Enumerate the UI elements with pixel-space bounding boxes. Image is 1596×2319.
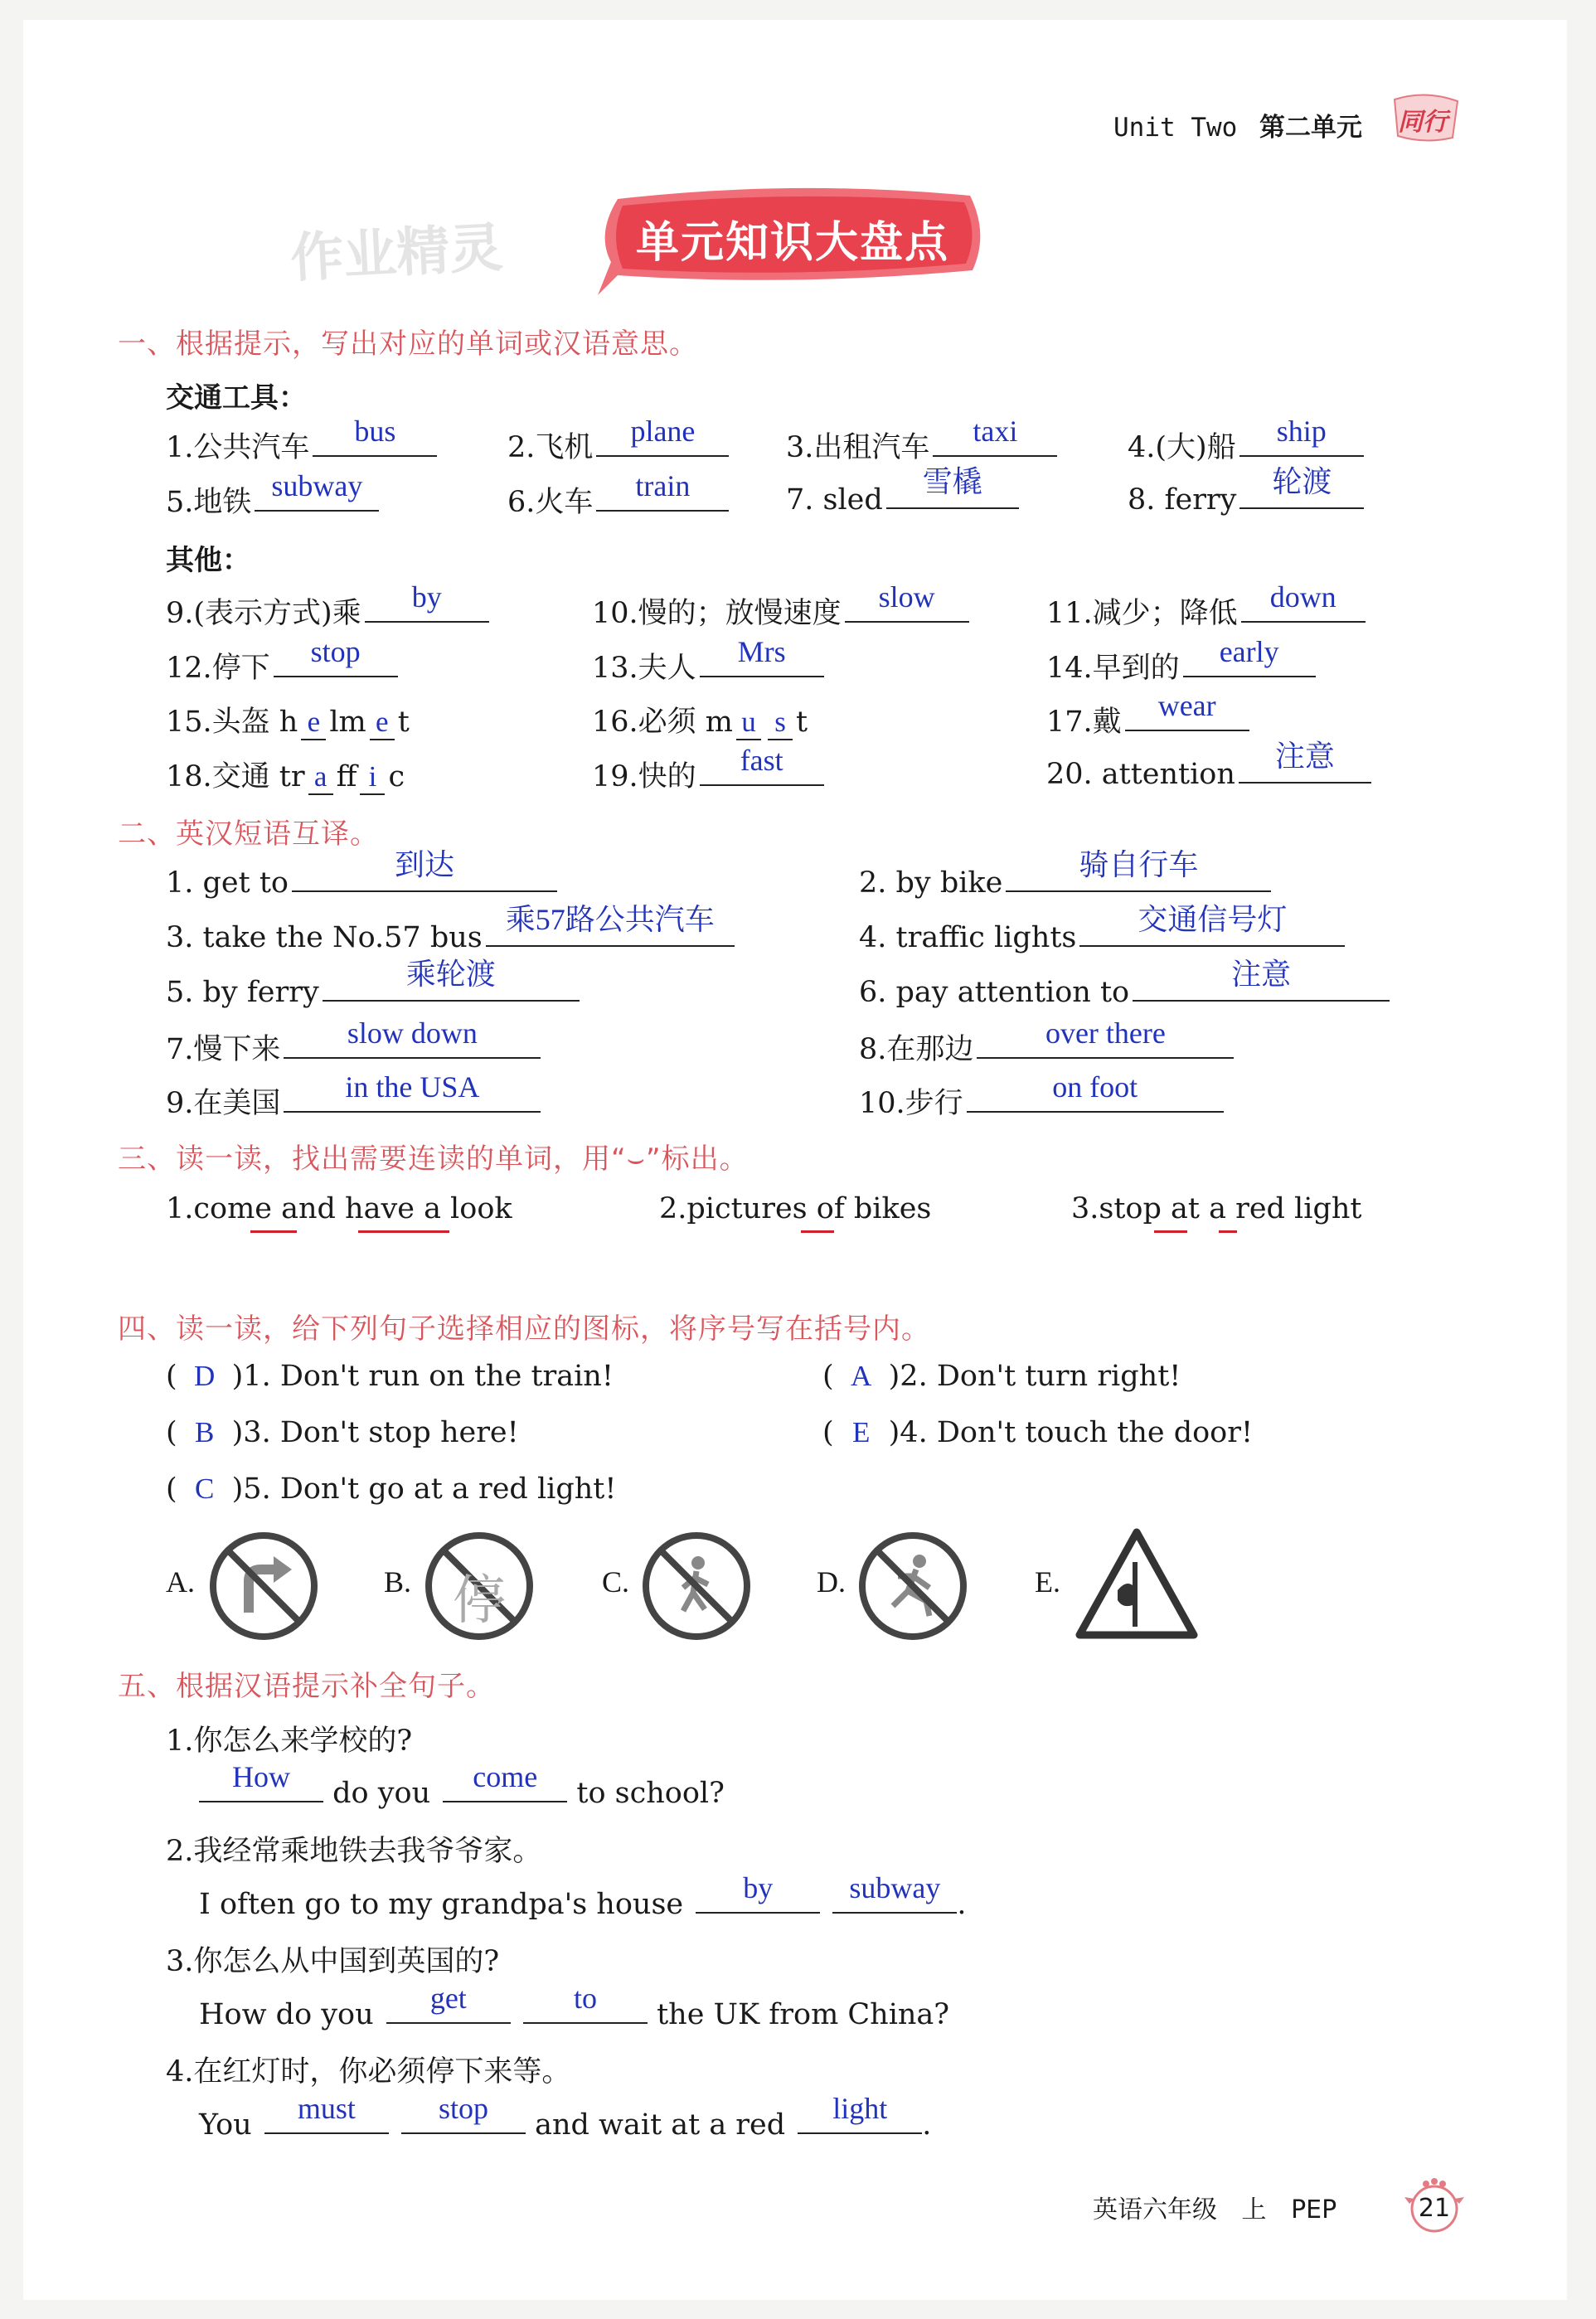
stop-character: 停 [453,1570,506,1632]
link-mark [1219,1230,1237,1233]
link-mark [250,1230,297,1233]
answer-blank[interactable]: C [194,1472,215,1505]
sign-question-5: ( C )5. Don't go at a red light! [166,1472,617,1506]
sign-question-3: ( B )3. Don't stop here! [166,1416,519,1449]
vocab-item-13: 13.夫人 Mrs [592,645,824,686]
phrase-item-1: 1. get to 到达 [166,862,557,900]
answer-blank[interactable]: 注意 [1239,754,1371,784]
answer-blank[interactable]: 乘轮渡 [323,972,580,1002]
answer-blank[interactable]: in the USA [284,1083,541,1113]
vocab-item-14: 14.早到的 early [1046,645,1316,686]
do-not-touch-door-sign [1075,1526,1199,1645]
answer-blank[interactable]: over there [977,1029,1234,1059]
phrase-item-2: 2. by bike 骑自行车 [859,862,1271,900]
vocab-item-20: 20. attention 注意 [1046,754,1371,791]
answer-blank[interactable]: subway [832,1884,957,1914]
answer-blank[interactable]: 雪橇 [886,479,1019,509]
answer-blank[interactable]: 交通信号灯 [1079,917,1345,947]
answer-blank[interactable]: wear [1125,701,1249,731]
answer-blank[interactable]: down [1241,593,1366,623]
sentence-4-chinese: 4.在红灯时，你必须停下来等。 [166,2055,571,2089]
answer-blank[interactable]: ship [1239,427,1364,457]
sign-label-e: E. [1035,1565,1060,1599]
phrase-item-8: 8.在那边 over there [859,1026,1234,1068]
linking-item-3: 3.stop at a red light [1071,1192,1362,1225]
watermark: 作业精灵 [289,217,505,290]
link-mark [801,1230,834,1233]
answer-blank[interactable]: by [365,593,489,623]
section-3-title: 三、读一读，找出需要连读的单词，用“⌣”标出。 [118,1143,749,1176]
vocab-item-11: 11.减少；降低 down [1046,590,1366,632]
unit-label: Unit Two 第二单元 [1113,113,1362,143]
answer-blank[interactable]: 乘57路公共汽车 [486,917,735,947]
answer-blank[interactable]: 骑自行车 [1006,862,1271,892]
page-number-badge [1403,2176,1466,2234]
footer-book-info: 英语六年级 上 PEP [1093,2195,1337,2224]
door-warning-icon [1075,1526,1199,1642]
vocab-item-6: 6.火车 train [507,479,729,521]
vocab-item-12: 12.停下 stop [166,645,398,686]
brand-logo: 同行 [1386,93,1464,146]
no-pedestrian-sign [640,1530,753,1646]
vocab-item-9: 9.(表示方式)乘 by [166,590,489,632]
vocab-item-4: 4.(大)船 ship [1128,425,1364,466]
sentence-3-chinese: 3.你怎么从中国到英国的? [166,1945,500,1978]
no-right-turn-icon [207,1530,320,1642]
answer-blank[interactable]: light [798,2104,922,2134]
answer-blank[interactable]: How [199,1773,323,1802]
vocab-item-19: 19.快的 fast [592,754,824,795]
title-banner: 单元知识大盘点 [593,184,991,300]
vocab-item-18: 18.交通 tr a ff i c [166,760,405,793]
vocab-item-8: 8. ferry 轮渡 [1128,479,1364,517]
answer-blank[interactable]: A [851,1360,872,1392]
letter-blank[interactable]: e [301,706,326,740]
page-number: 21 [1418,2194,1451,2223]
no-stopping-sign [423,1530,536,1646]
answer-blank[interactable]: stop [274,648,398,677]
answer-blank[interactable]: subway [255,482,379,512]
link-mark [1154,1230,1187,1233]
answer-blank[interactable]: train [596,482,729,512]
answer-blank[interactable]: bus [313,427,437,457]
letter-blank[interactable]: a [308,760,333,795]
sentence-1: How do you come to school? [199,1773,725,1810]
sign-label-c: C. [602,1565,630,1599]
answer-blank[interactable]: fast [700,756,824,786]
vocab-item-1: 1.公共汽车 bus [166,425,437,466]
phrase-item-3: 3. take the No.57 bus 乘57路公共汽车 [166,917,735,954]
phrase-item-7: 7.慢下来 slow down [166,1026,541,1068]
no-running-icon [856,1530,969,1642]
answer-blank[interactable]: by [696,1884,820,1914]
letter-blank[interactable]: s [768,706,793,740]
phrase-item-6: 6. pay attention to 注意 [859,972,1390,1009]
sentence-2: I often go to my grandpa's house by subway . [199,1871,967,1921]
sentence-1-chinese: 1.你怎么来学校的? [166,1725,413,1758]
answer-blank[interactable]: taxi [933,427,1057,457]
phrase-item-10: 10.步行 on foot [859,1080,1224,1122]
letter-blank[interactable]: u [736,706,761,740]
answer-blank[interactable]: 轮渡 [1239,479,1364,509]
answer-blank[interactable]: E [851,1416,871,1448]
answer-blank[interactable]: on foot [967,1083,1224,1113]
vocab-item-3: 3.出租汽车 taxi [786,425,1057,466]
no-walking-icon [640,1530,753,1642]
vocab-item-17: 17.戴 wear [1046,699,1249,740]
vocab-item-2: 2.飞机 plane [507,425,729,466]
vocab-item-15: 15.头盔 h e lm e t [166,706,410,739]
sign-label-b: B. [384,1565,412,1599]
linking-item-2: 2.pictures of bikes [659,1192,932,1225]
answer-blank[interactable]: D [194,1360,216,1392]
sentence-4: You must stop and wait at a red light . [199,2092,932,2142]
letter-blank[interactable]: i [360,760,385,795]
section-5-title: 五、根据汉语提示补全句子。 [118,1670,495,1703]
answer-blank[interactable]: come [443,1773,567,1802]
linking-item-1: 1.come and have a look [166,1192,512,1225]
answer-blank[interactable]: plane [596,427,729,457]
answer-blank[interactable]: Mrs [700,648,824,677]
vocab-item-5: 5.地铁 subway [166,479,379,521]
section-4-title: 四、读一读，给下列句子选择相应的图标，将序号写在括号内。 [118,1312,930,1346]
vocab-item-7: 7. sled 雪橇 [786,479,1019,517]
answer-blank[interactable]: B [194,1416,215,1448]
answer-blank[interactable]: 到达 [292,862,557,892]
answer-blank[interactable]: must [264,2104,389,2134]
answer-blank[interactable]: slow [845,593,969,623]
sign-question-2: ( A )2. Don't turn right! [822,1360,1181,1393]
answer-blank[interactable]: to [523,1994,648,2024]
sign-label-a: A. [166,1565,195,1599]
letter-blank[interactable]: e [370,706,395,740]
no-right-turn-sign [207,1530,320,1646]
answer-blank[interactable]: slow down [284,1029,541,1059]
section-2-title: 二、英汉短语互译。 [118,817,379,851]
sentence-3: How do you get to the UK from China? [199,1982,950,2031]
section-1-title: 一、根据提示，写出对应的单词或汉语意思。 [118,327,698,361]
sign-question-4: ( E )4. Don't touch the door! [822,1416,1254,1449]
vocab-item-10: 10.慢的；放慢速度 slow [592,590,969,632]
vocab-item-16: 16.必须 m u s t [592,706,808,739]
link-mark [358,1230,449,1233]
sentence-2-chinese: 2.我经常乘地铁去我爷爷家。 [166,1835,542,1868]
phrase-item-5: 5. by ferry 乘轮渡 [166,972,580,1009]
subheading-transport: 交通工具： [166,381,307,415]
answer-blank[interactable]: stop [401,2104,526,2134]
subheading-other: 其他： [166,544,250,577]
answer-blank[interactable]: get [386,1994,511,2024]
no-running-sign [856,1530,969,1646]
phrase-item-4: 4. traffic lights 交通信号灯 [859,917,1345,954]
answer-blank[interactable]: early [1183,648,1316,677]
phrase-item-9: 9.在美国 in the USA [166,1080,541,1122]
sign-label-d: D. [817,1565,846,1599]
sign-question-1: ( D )1. Don't run on the train! [166,1360,614,1393]
answer-blank[interactable]: 注意 [1133,972,1390,1002]
